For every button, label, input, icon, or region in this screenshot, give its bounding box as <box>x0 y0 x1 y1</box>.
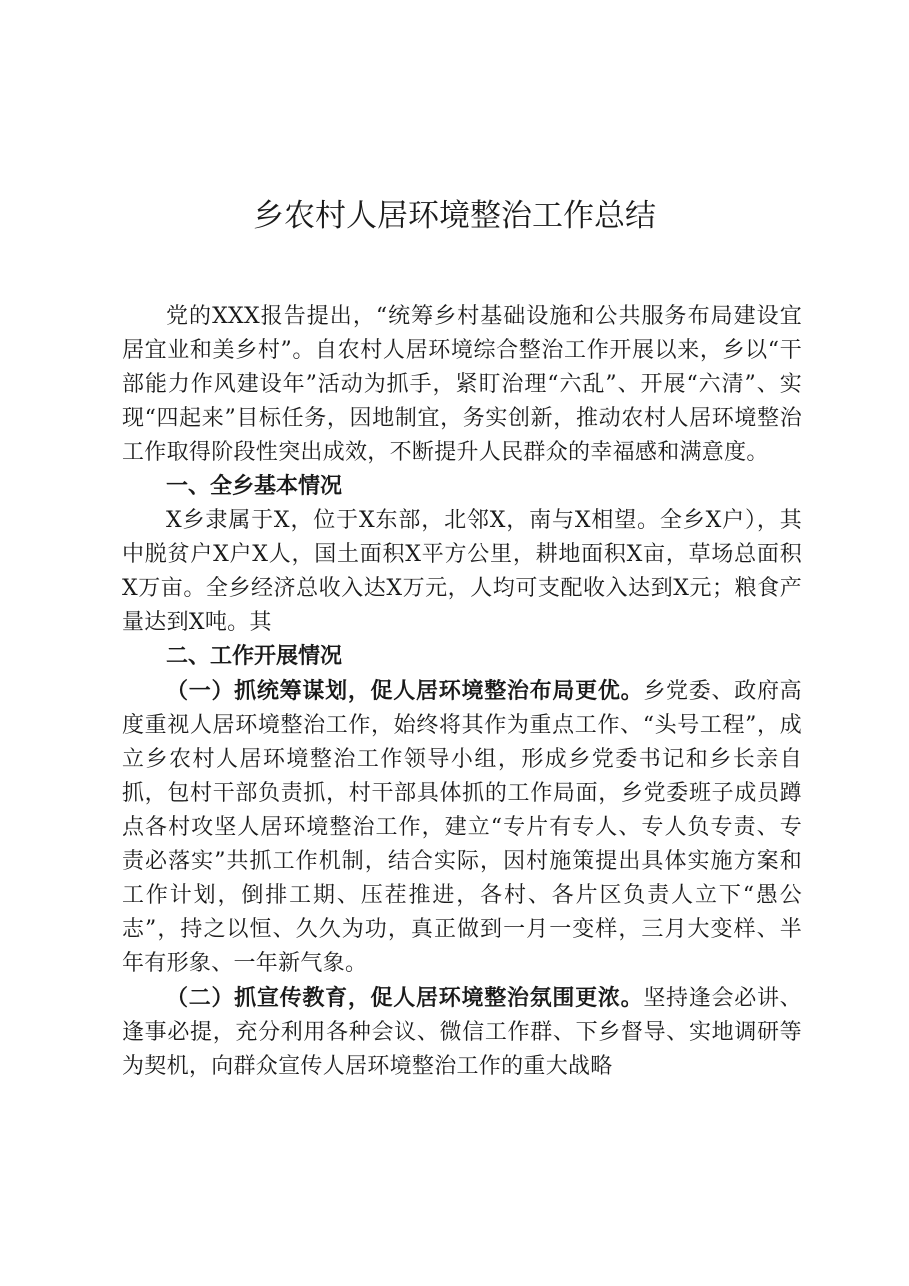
work-item-2-lead: （二）抓宣传教育，促人居环境整治氛围更浓。 <box>166 985 644 1011</box>
work-item-1-paragraph <box>122 674 802 981</box>
work-item-2-paragraph <box>122 981 802 1084</box>
work-item-1-text: 乡党委、政府高度重视人居环境整治工作，始终将其作为重点工作、“头号工程”，成立乡农村人居环境整治工作领导小组，形成乡党委书记和乡长亲自抓，包村干部负责抓，村干部具体抓的工作局面，乡党委班子成员蹲点各村攻坚人居环境整治工作，建立“专片有专人、专人负专责、专责必落实”共抓工作机制，结合实际，因村施策提出具体实施方案和工作计划，倒排工期、压茬推进，各村、各片区负责人立下“愚公志”，持之以恒、久久为功，真正做到一月一变样，三月大变样、半年有形象、一年新气象。 <box>122 679 802 976</box>
section-heading-basic-info: 一、全乡基本情况 <box>166 474 343 499</box>
document-title: 乡农村人居环境整治工作总结 <box>253 198 656 234</box>
basic-info-paragraph: X乡隶属于X，位于X东部，北邻X，南与X相望。全乡X户），其中脱贫户X户X人，国土面积X平方公里，耕地面积X亩，草场总面积X万亩。全乡经济总收入达X万元，人均可支配收入达到X元；粮食产量达到X吨。其 <box>122 508 802 635</box>
section-heading-work-progress: 二、工作开展情况 <box>166 644 343 669</box>
document-body <box>122 300 802 1084</box>
intro-paragraph: 党的XXX报告提出，“统筹乡村基础设施和公共服务布局建设宜居宜业和美乡村”。自农村人居环境综合整治工作开展以来，乡以“干部能力作风建设年”活动为抓手，紧盯治理“六乱”、开展“六清”、实现“四起来”目标任务，因地制宜，务实创新，推动农村人居环境整治工作取得阶段性突出成效，不断提升人民群众的幸福感和满意度。 <box>122 304 802 465</box>
work-item-1-lead: （一）抓统筹谋划，促人居环境整治布局更优。 <box>166 678 644 704</box>
work-item-2-text: 坚持逢会必讲、逢事必提，充分利用各种会议、微信工作群、下乡督导、实地调研等为契机，向群众宣传人居环境整治工作的重大战略 <box>122 986 802 1079</box>
